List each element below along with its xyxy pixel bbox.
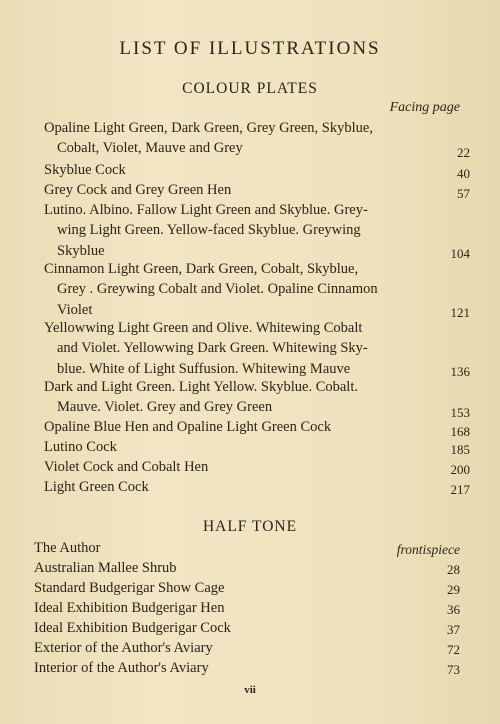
- page-folio: vii: [244, 684, 256, 696]
- half-tone-entry: Standard Budgerigar Show Cage: [34, 580, 225, 596]
- half-tone-entry: Ideal Exhibition Budgerigar Hen: [34, 600, 225, 616]
- page-title: LIST OF ILLUSTRATIONS: [119, 38, 381, 59]
- entry-line: Mauve. Violet. Grey and Grey Green: [57, 399, 273, 416]
- colour-plate-entry: [44, 259, 430, 320]
- entry-line: Light Green Cock: [44, 479, 149, 495]
- colour-plate-entry: [44, 160, 430, 180]
- colour-plate-entry: [44, 437, 430, 457]
- entry-line: Violet: [57, 301, 93, 318]
- colour-plate-entry: [44, 477, 430, 497]
- entry-line: Yellowwing Light Green and Olive. Whitewing Cobalt: [44, 320, 363, 336]
- colour-plate-entry: [44, 200, 430, 261]
- page-number: 40: [457, 166, 470, 181]
- facing-page-label: Facing page: [389, 100, 460, 115]
- page-number: 36: [447, 602, 460, 617]
- page-number: 121: [450, 305, 470, 320]
- page-number: 185: [450, 442, 470, 457]
- entry-line: Lutino. Albino. Fallow Light Green and Skyblue. Grey-: [44, 202, 368, 218]
- half-tone-entry: Ideal Exhibition Budgerigar Cock: [34, 620, 231, 636]
- entry-line: Cinnamon Light Green, Dark Green, Cobalt, Skyblue,: [44, 261, 359, 277]
- colour-plate-entry: [44, 377, 430, 418]
- entry-line: Grey . Greywing Cobalt and Violet. Opaline Cinnamon: [57, 281, 378, 298]
- page-number: 73: [447, 662, 460, 677]
- colour-plate-entry: [44, 417, 430, 437]
- page-number: 217: [450, 482, 470, 497]
- page-number: 29: [447, 582, 460, 597]
- page-number: 104: [450, 246, 470, 261]
- page-number: 37: [447, 622, 460, 637]
- entry-line: Skyblue: [57, 242, 105, 259]
- entry-line: Cobalt, Violet, Mauve and Grey: [57, 140, 243, 157]
- entry-line: blue. White of Light Suffusion. Whitewing Mauve: [57, 360, 351, 377]
- half-tone-heading: HALF TONE: [202, 518, 298, 535]
- entry-line: Violet Cock and Cobalt Hen: [44, 459, 209, 475]
- page-number: 28: [447, 562, 460, 577]
- colour-plate-entry: [44, 457, 430, 477]
- half-tone-entry: Interior of the Author's Aviary: [34, 660, 209, 676]
- page-number: frontispiece: [396, 542, 460, 557]
- entry-line: Opaline Light Green, Dark Green, Grey Green, Skyblue,: [44, 120, 373, 136]
- half-tone-entry: Exterior of the Author's Aviary: [34, 640, 213, 656]
- colour-plate-entry: [44, 180, 430, 200]
- colour-plate-entry: [44, 318, 430, 379]
- page-number: 22: [457, 145, 470, 160]
- entry-line: wing Light Green. Yellow-faced Skyblue. Greywing: [57, 222, 361, 239]
- entry-line: Grey Cock and Grey Green Hen: [44, 182, 232, 198]
- page-number: 57: [457, 186, 470, 201]
- page-number: 200: [450, 462, 470, 477]
- page-number: 72: [447, 642, 460, 657]
- page-number: 153: [450, 405, 470, 420]
- half-tone-entry: The Author: [34, 540, 101, 556]
- entry-line: Skyblue Cock: [44, 162, 126, 178]
- page-number: 136: [450, 364, 470, 379]
- colour-plate-entry: [44, 118, 430, 159]
- entry-line: Lutino Cock: [44, 439, 117, 455]
- entry-line: Dark and Light Green. Light Yellow. Skyblue. Cobalt.: [44, 379, 358, 395]
- entry-line: and Violet. Yellowwing Dark Green. Whitewing Sky-: [57, 340, 368, 357]
- colour-plates-heading: COLOUR PLATES: [182, 80, 318, 97]
- half-tone-entry: Australian Mallee Shrub: [34, 560, 177, 576]
- page-number: 168: [450, 424, 470, 439]
- entry-line: Opaline Blue Hen and Opaline Light Green Cock: [44, 419, 332, 435]
